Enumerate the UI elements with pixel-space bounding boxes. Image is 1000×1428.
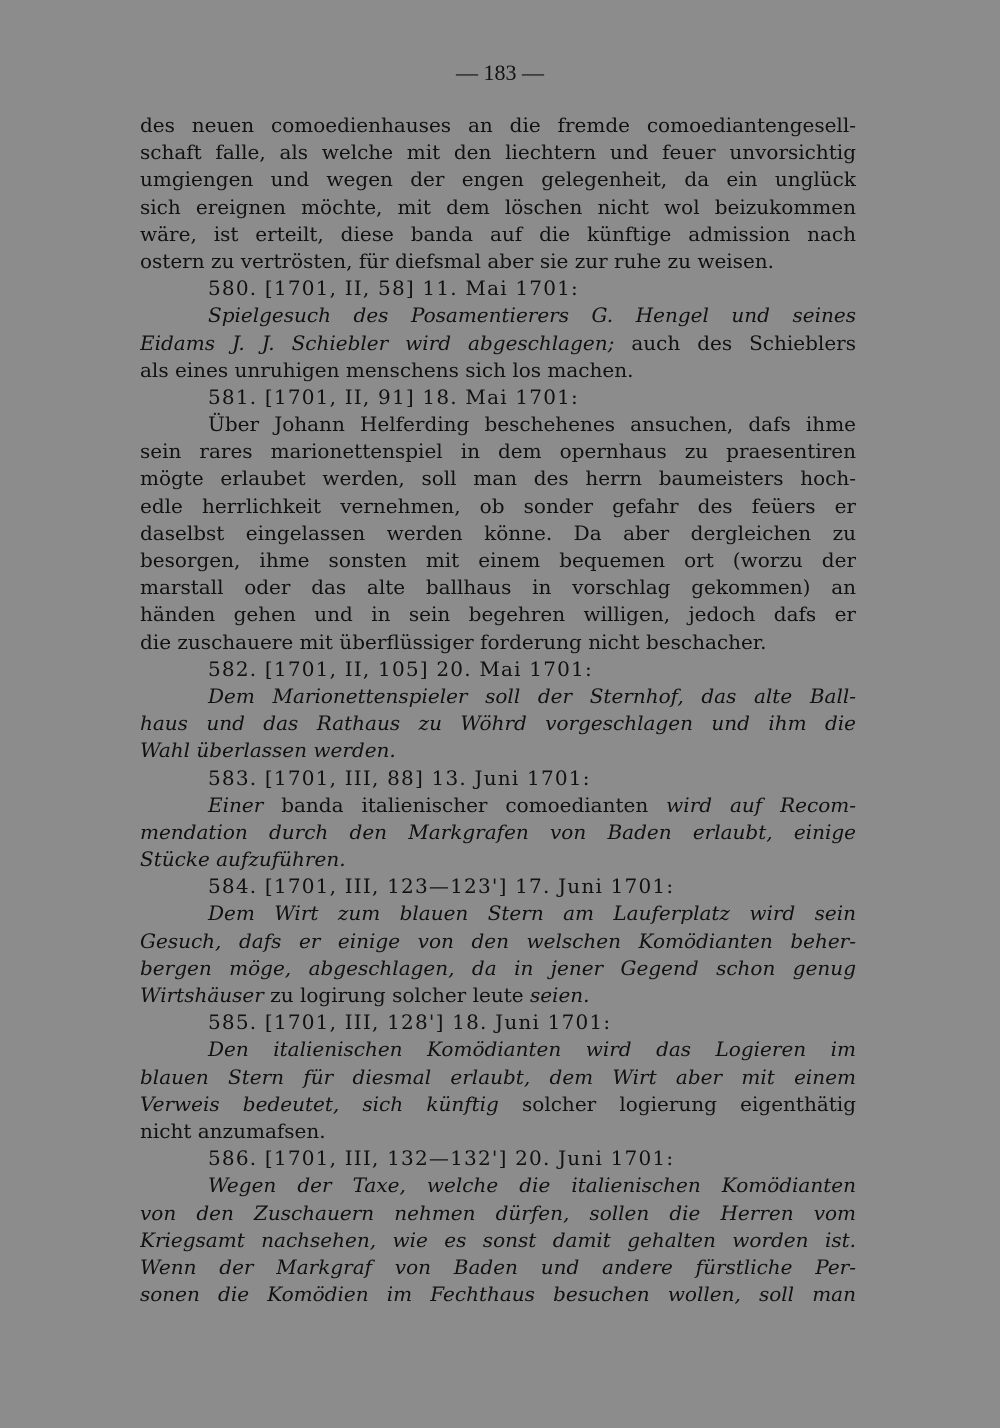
text-line: haus und das Rathaus zu Wöhrd vorgeschlagen und ihm die bbox=[140, 711, 856, 736]
text-line: sonen die Komödien im Fechthaus besuchen wollen, soll man bbox=[140, 1282, 856, 1307]
italic-run: Wirtshäuser bbox=[140, 983, 271, 1007]
text-line: Kriegsamt nachsehen, wie es sonst damit gehalten worden ist. bbox=[140, 1227, 856, 1252]
text-line: Wenn der Markgraf von Baden und andere fürstliche Per- bbox=[140, 1254, 856, 1279]
text-line: Gesuch, dafs er einige von den welschen Komödianten beher- bbox=[140, 928, 856, 953]
italic-run: Einer bbox=[208, 792, 282, 817]
text-line: schaft falle, als welche mit den liechtern und feuer unvorsichtig bbox=[140, 140, 856, 165]
text-line: Dem Marionettenspieler soll der Sternhof, das alte Ball- bbox=[208, 683, 856, 708]
roman-run: zu logirung solcher leute bbox=[270, 983, 530, 1007]
text-line: Wahl überlassen werden. bbox=[140, 738, 396, 763]
text-line: Spielgesuch des Posamentierers G. Hengel und seines bbox=[208, 303, 856, 328]
italic-run: seien. bbox=[529, 983, 590, 1007]
text-line: nicht anzumafsen. bbox=[140, 1118, 326, 1143]
text-line: die zuschauere mit überflüssiger forderung nicht beschacher. bbox=[140, 629, 767, 654]
entry-heading: 584. [1701, III, 123—123'] 17. Juni 1701: bbox=[208, 874, 675, 899]
entry-heading: 580. [1701, II, 58] 11. Mai 1701: bbox=[208, 276, 579, 301]
text-line: Wegen der Taxe, welche die italienischen Komödianten bbox=[208, 1173, 856, 1198]
text-line: mendation durch den Markgrafen von Baden erlaubt, einige bbox=[140, 819, 856, 844]
italic-run: Verweis bedeutet, sich künftig bbox=[140, 1091, 523, 1116]
text-line: bergen möge, abgeschlagen, da in jener Gegend schon genug bbox=[140, 955, 856, 980]
text-line: edle herrlichkeit vernehmen, ob sonder gefahr des feüers er bbox=[140, 493, 856, 518]
roman-run: solcher logierung eigenthätig bbox=[522, 1091, 856, 1116]
entry-heading: 582. [1701, II, 105] 20. Mai 1701: bbox=[208, 656, 593, 681]
text-body bbox=[140, 112, 856, 1308]
text-line: Den italienischen Komödianten wird das Logieren im bbox=[208, 1037, 856, 1062]
text-line: mögte erlaubet werden, soll man des herrn baumeisters hoch- bbox=[140, 466, 856, 491]
text-line: händen gehen und in sein begehren willigen, jedoch dafs er bbox=[140, 602, 856, 627]
text-line: als eines unruhigen menschens sich los machen. bbox=[140, 357, 634, 382]
text-line: marstall oder das alte ballhaus in vorschlag gekommen) an bbox=[140, 575, 856, 600]
roman-run: banda italienischer comoedianten bbox=[281, 792, 667, 817]
text-line: Über Johann Helferding beschehenes ansuchen, dafs ihme bbox=[208, 412, 856, 437]
entry-heading: 581. [1701, II, 91] 18. Mai 1701: bbox=[208, 384, 579, 409]
italic-run: wird auf Recom- bbox=[666, 792, 856, 817]
text-line: Dem Wirt zum blauen Stern am Lauferplatz wird sein bbox=[208, 901, 856, 926]
entry-heading: 585. [1701, III, 128'] 18. Juni 1701: bbox=[208, 1010, 612, 1035]
text-line: sein rares marionettenspiel in dem opernhaus zu praesentiren bbox=[140, 439, 856, 464]
page-number: — 183 — bbox=[456, 60, 544, 85]
text-line: ostern zu vertrösten, für diefsmal aber sie zur ruhe zu weisen. bbox=[140, 248, 775, 273]
text-line bbox=[140, 330, 856, 357]
entry-heading: 583. [1701, III, 88] 13. Juni 1701: bbox=[208, 765, 591, 790]
text-line: Stücke aufzuführen. bbox=[140, 847, 346, 872]
italic-run: Eidams J. J. Schiebler wird abgeschlagen; bbox=[140, 330, 632, 355]
text-line: von den Zuschauern nehmen dürfen, sollen die Herren vom bbox=[140, 1200, 856, 1225]
text-line bbox=[140, 1091, 856, 1118]
text-line: blauen Stern für diesmal erlaubt, dem Wirt aber mit einem bbox=[140, 1064, 856, 1089]
entry-heading: 586. [1701, III, 132—132'] 20. Juni 1701: bbox=[208, 1146, 675, 1171]
text-line bbox=[140, 982, 856, 1009]
text-line: wäre, ist erteilt, diese banda auf die künftige admission nach bbox=[140, 221, 856, 246]
text-line: daselbst eingelassen werden könne. Da aber dergleichen zu bbox=[140, 520, 856, 545]
text-line bbox=[140, 792, 856, 819]
roman-run: auch des Schieblers bbox=[631, 330, 856, 355]
text-line: besorgen, ihme sonsten mit einem bequemen ort (worzu der bbox=[140, 548, 856, 572]
text-line: des neuen comoedienhauses an die fremde comoediantengesell- bbox=[140, 113, 856, 137]
text-line: umgiengen und wegen der engen gelegenheit, da ein unglück bbox=[140, 167, 856, 192]
text-line: sich ereignen möchte, mit dem löschen nicht wol beizukommen bbox=[140, 194, 856, 219]
